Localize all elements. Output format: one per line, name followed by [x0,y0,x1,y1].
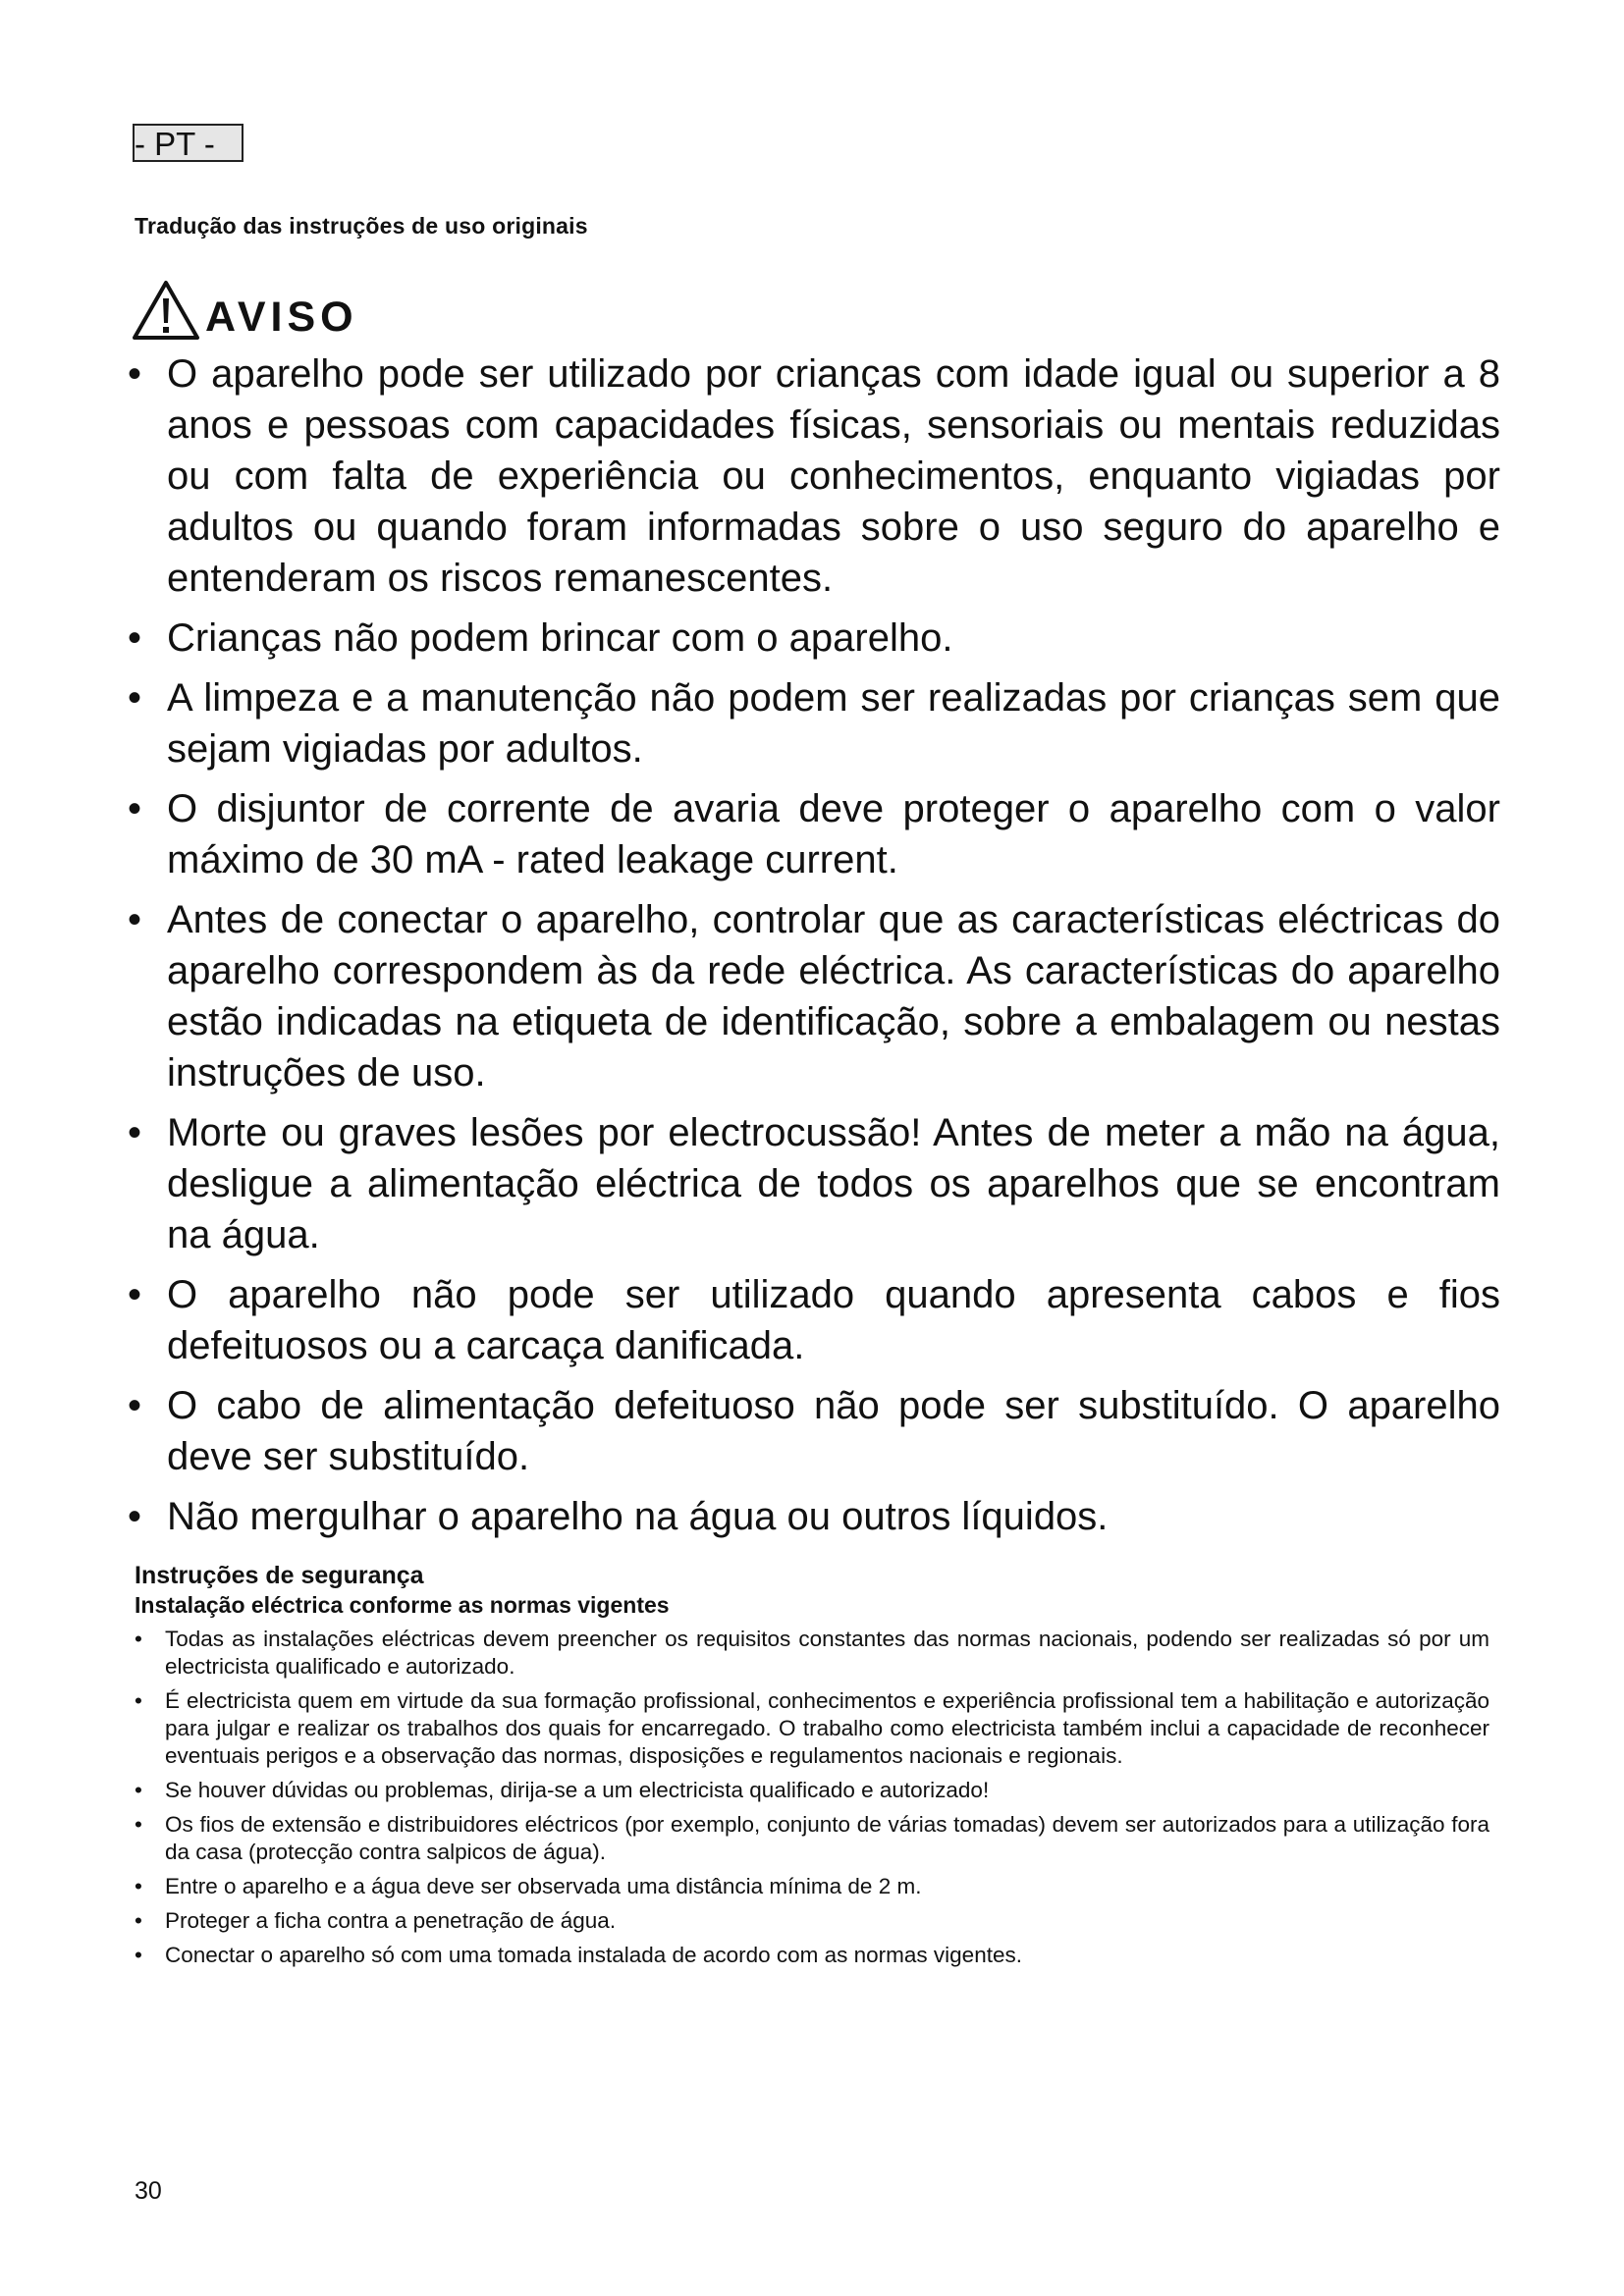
warning-title: AVISO [205,294,358,341]
safety-title: Instruções de segurança [135,1562,424,1589]
bullet-icon: • [135,1627,142,1651]
warning-item: • O aparelho não pode ser utilizado quando apresenta cabos e fios defeituosos ou a carcaça danificada. [126,1269,1500,1371]
warning-item: • O disjuntor de corrente de avaria deve proteger o aparelho com o valor máximo de 30 mA - rated leakage current. [126,783,1500,885]
warning-item: • A limpeza e a manutenção não podem ser realizadas por crianças sem que sejam vigiadas por adultos. [126,672,1500,774]
warning-heading [131,273,358,342]
bullet-icon: • [128,1384,142,1427]
bullet-icon: • [128,787,142,830]
safety-subtitle: Instalação eléctrica conforme as normas vigentes [135,1592,670,1618]
bullet-icon: • [128,1111,142,1154]
warning-item: • Morte ou graves lesões por electrocussão! Antes de meter a mão na água, desligue a alimentação eléctrica de todos os aparelhos que se encontram na água. [126,1107,1500,1260]
warning-list [126,348,1500,1551]
safety-item: • Se houver dúvidas ou problemas, dirija-se a um electricista qualificado e autorizado! [135,1778,990,1802]
warning-item: • Não mergulhar o aparelho na água ou outros líquidos. [126,1491,1500,1542]
warning-item: • O aparelho pode ser utilizado por crianças com idade igual ou superior a 8 anos e pessoas com capacidades físicas, sensoriais ou mentais reduzidas ou com falta de experiência ou conhecimentos, enquanto vigiadas por adultos ou quando foram informadas sobre o uso seguro do aparelho e entenderam os riscos remanescentes. [126,348,1500,604]
bullet-icon: • [128,898,142,941]
warning-item: • Antes de conectar o aparelho, controlar que as características eléctricas do aparelho correspondem às da rede eléctrica. As características do aparelho estão indicadas na etiqueta de identificação, sobre a embalagem ou nestas instruções de uso. [126,894,1500,1098]
bullet-icon: • [128,1495,142,1538]
bullet-icon: • [135,1874,142,1898]
safety-item: • Entre o aparelho e a água deve ser observada uma distância mínima de 2 m. [135,1874,922,1898]
bullet-icon: • [135,1688,142,1713]
warning-item: • O cabo de alimentação defeituoso não pode ser substituído. O aparelho deve ser substituído. [126,1380,1500,1482]
bullet-icon: • [135,1943,142,1967]
safety-item: • Proteger a ficha contra a penetração de água. [135,1908,617,1933]
bullet-icon: • [128,352,142,396]
bullet-icon: • [128,1273,142,1316]
safety-item: • É electricista quem em virtude da sua formação profissional, conhecimentos e experiência profissional tem a habilitação e autorização para julgar e realizar os trabalhos dos quais for encarregado. O trabalho como electricista também inclui a capacidade de reconhecer eventuais perigos e a observação das normas, disposições e regulamentos nacionais e regionais. [135,1688,1489,1768]
safety-list [135,1626,1489,1969]
safety-item: • Os fios de extensão e distribuidores eléctricos (por exemplo, conjunto de várias tomadas) devem ser autorizados para a utilização fora da casa (protecção contra salpicos de água). [135,1812,1489,1864]
bullet-icon: • [128,616,142,660]
page-number: 30 [135,2177,162,2205]
bullet-icon: • [128,676,142,720]
bullet-icon: • [135,1812,142,1837]
language-tag: - PT - [133,124,244,162]
bullet-icon: • [135,1778,142,1802]
warning-triangle-icon [131,279,201,342]
warning-item: • Crianças não podem brincar com o aparelho. [126,613,1500,664]
safety-item: • Todas as instalações eléctricas devem preencher os requisitos constantes das normas nacionais, podendo ser realizadas só por um electricista qualificado e autorizado. [135,1627,1489,1679]
safety-section [135,1561,1489,1976]
bullet-icon: • [135,1908,142,1933]
translation-subtitle: Tradução das instruções de uso originais [135,213,588,239]
safety-item: • Conectar o aparelho só com uma tomada instalada de acordo com as normas vigentes. [135,1943,1022,1967]
